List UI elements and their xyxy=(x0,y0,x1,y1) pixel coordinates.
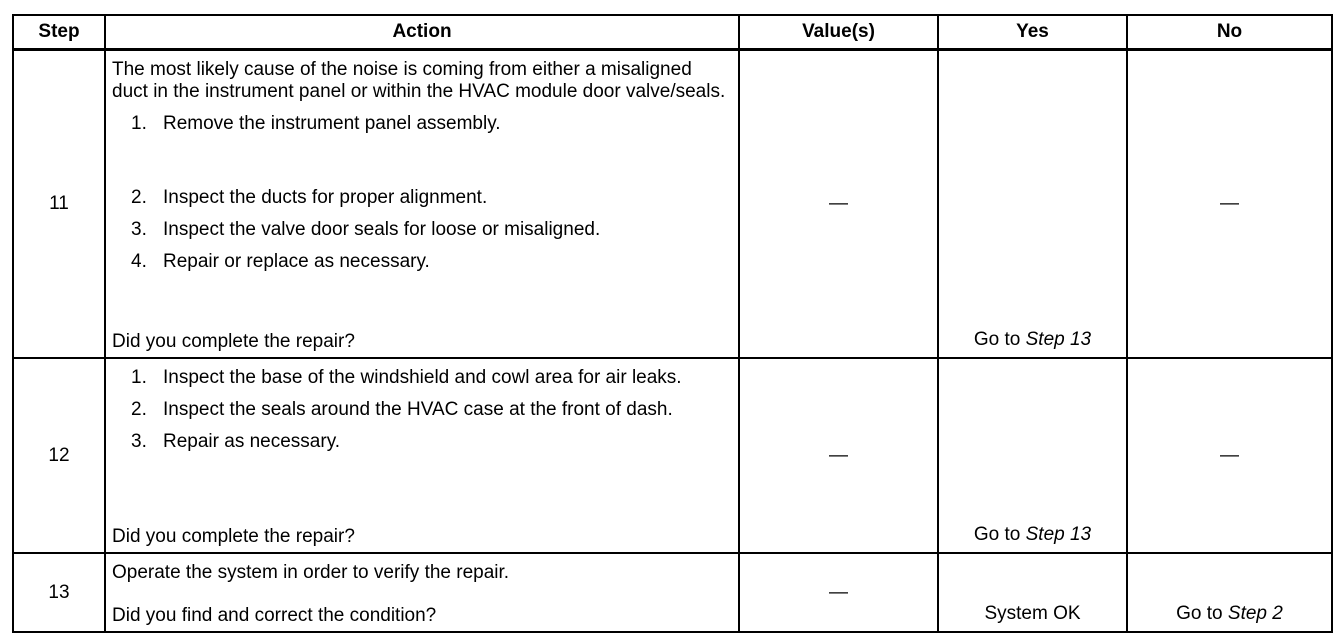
step-item-text: Inspect the valve door seals for loose or misaligned. xyxy=(163,219,601,240)
no-cell xyxy=(1127,553,1332,632)
action-cell xyxy=(105,553,739,632)
step-item-text: Inspect the base of the windshield and cowl area for air leaks. xyxy=(163,367,682,388)
action-cell xyxy=(105,50,739,359)
action-step-item xyxy=(112,187,732,209)
step-item-number: 2. xyxy=(131,399,147,420)
step-number: 12 xyxy=(13,358,105,553)
action-intro: Operate the system in order to verify the repair. xyxy=(112,562,510,583)
yes-cell: System OK xyxy=(938,553,1127,632)
action-question: Did you find and correct the condition? xyxy=(112,605,437,626)
step-item-number: 4. xyxy=(131,251,147,272)
yes-step-link[interactable]: Step 13 xyxy=(1025,329,1092,350)
no-cell: — xyxy=(1127,50,1332,359)
step-item-text: Repair or replace as necessary. xyxy=(163,251,430,272)
yes-prefix: Go to xyxy=(973,329,1026,350)
step-item-number: 1. xyxy=(131,367,147,388)
step-item-text: Inspect the ducts for proper alignment. xyxy=(163,187,488,208)
value-cell: — xyxy=(739,553,938,632)
step-item-number: 1. xyxy=(131,113,147,134)
table-row xyxy=(13,50,1332,359)
diagnostic-table xyxy=(12,14,1333,633)
action-steps xyxy=(112,113,732,273)
header-action: Action xyxy=(105,15,739,50)
header-no: No xyxy=(1127,15,1332,50)
value-cell: — xyxy=(739,50,938,359)
step-number: 13 xyxy=(13,553,105,632)
action-step-item xyxy=(112,251,732,273)
table-row xyxy=(13,553,1332,632)
step-item-number: 2. xyxy=(131,187,147,208)
step-number: 11 xyxy=(13,50,105,359)
action-step-item xyxy=(112,367,732,389)
action-step-item xyxy=(112,431,732,453)
action-intro: The most likely cause of the noise is coming from either a misaligned duct in the instrument panel or within the HVAC module door valve/seals. xyxy=(112,59,726,102)
action-question: Did you complete the repair? xyxy=(112,526,355,547)
no-step-link[interactable]: Step 2 xyxy=(1227,603,1283,624)
step-item-number: 3. xyxy=(131,431,147,452)
step-item-text: Repair as necessary. xyxy=(163,431,341,452)
yes-step-link[interactable]: Step 13 xyxy=(1025,524,1092,545)
no-cell: — xyxy=(1127,358,1332,553)
header-step: Step xyxy=(13,15,105,50)
header-values: Value(s) xyxy=(739,15,938,50)
action-steps xyxy=(112,367,732,453)
yes-cell xyxy=(938,358,1127,553)
action-step-item xyxy=(112,399,732,421)
blank-spacer xyxy=(112,145,732,177)
table-row xyxy=(13,358,1332,553)
value-cell: — xyxy=(739,358,938,553)
yes-cell xyxy=(938,50,1127,359)
no-prefix: Go to xyxy=(1176,603,1228,624)
action-question: Did you complete the repair? xyxy=(112,331,355,352)
step-item-text: Inspect the seals around the HVAC case at the front of dash. xyxy=(163,399,673,420)
yes-prefix: Go to xyxy=(973,524,1026,545)
header-yes: Yes xyxy=(938,15,1127,50)
action-step-item xyxy=(112,113,732,135)
step-item-text: Remove the instrument panel assembly. xyxy=(163,113,501,134)
step-item-number: 3. xyxy=(131,219,147,240)
action-step-item xyxy=(112,219,732,241)
header-row xyxy=(13,15,1332,50)
action-cell xyxy=(105,358,739,553)
